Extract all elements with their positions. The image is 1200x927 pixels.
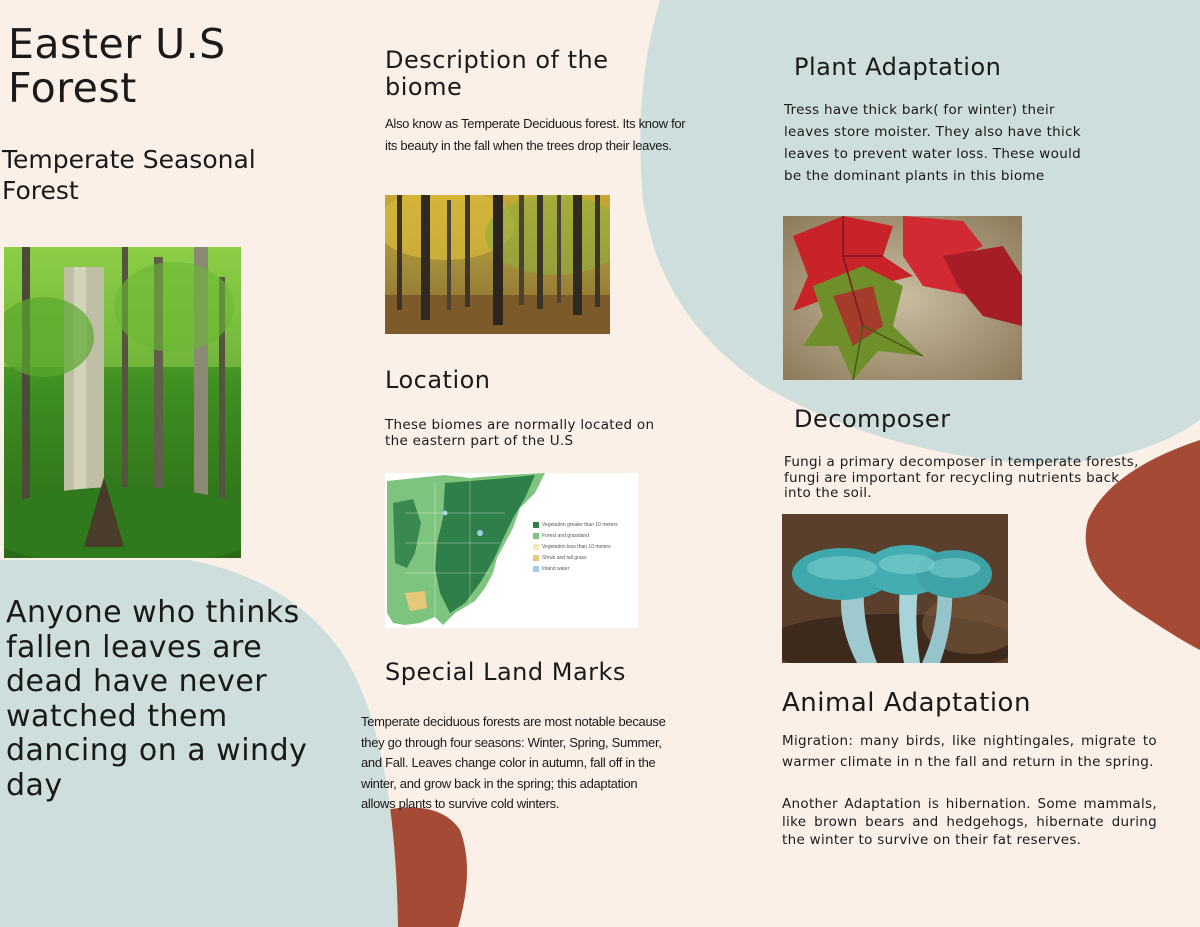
map-legend: [533, 519, 637, 574]
legend-label: Shrub and tall grass: [542, 554, 587, 561]
legend-swatch: [533, 533, 539, 539]
legend-label: Inland water: [542, 565, 570, 572]
description-text: Also know as Temperate Deciduous forest. Its know for its beauty in the fall when the trees drop their leaves.: [385, 116, 686, 153]
forest-photo: [4, 247, 241, 558]
map-legend-item: [533, 530, 637, 541]
legend-swatch: [533, 566, 539, 572]
location-text: These biomes are normally located on the eastern part of the U.S: [385, 417, 655, 449]
brochure-title: Easter U.S Forest: [8, 20, 226, 112]
plant-text: Tress have thick bark( for winter) their leaves store moister. They also have thick leaves to prevent water loss. These would be the dominant plants in this biome: [784, 102, 1081, 184]
decomposer-heading: Decomposer: [794, 405, 951, 433]
map-legend-item: [533, 563, 637, 574]
decomposer-text: Fungi a primary decomposer in temperate forests, fungi are important for recycling nutrients back into the soil.: [784, 454, 1139, 501]
legend-label: Vegetation greater than 10 meters: [542, 521, 618, 528]
legend-label: Forest and grassland: [542, 532, 589, 539]
landmarks-heading: Special Land Marks: [385, 658, 626, 686]
animal-heading: Animal Adaptation: [782, 688, 1031, 718]
maple-leaves-photo: [783, 216, 1022, 380]
brochure-quote: Anyone who thinks fallen leaves are dead have never watched them dancing on a windy day: [6, 595, 308, 803]
animal-hibernation-text: Another Adaptation is hibernation. Some mammals, like brown bears and hedgehogs, hibernate during the winter to survive on their fat reserves.: [782, 796, 1157, 848]
map-legend-item: [533, 541, 637, 552]
legend-swatch: [533, 555, 539, 561]
animal-migration-text: Migration: many birds, like nightingales, migrate to warmer climate in n the fall and return in the spring.: [782, 733, 1157, 770]
autumn-forest-photo: [385, 195, 610, 334]
map-legend-item: [533, 519, 637, 530]
map-legend-item: [533, 552, 637, 563]
legend-label: Vegetation less than 10 meters: [542, 543, 611, 550]
eastern-us-vegetation-map: [385, 473, 638, 628]
landmarks-text: Temperate deciduous forests are most notable because they go through four seasons: Winter, Spring, Summer, and Fall. Leaves change color in autumn, fall off in the winter, and grow back in the spring; this adaptation allows plants to survive cold winters.: [361, 714, 666, 811]
location-heading: Location: [385, 366, 491, 394]
fungi-photo: [782, 514, 1008, 663]
plant-heading: Plant Adaptation: [794, 53, 1002, 81]
description-heading: Description of the biome: [385, 46, 609, 101]
brochure-subtitle: Temperate Seasonal Forest: [2, 145, 256, 205]
legend-swatch: [533, 522, 539, 528]
legend-swatch: [533, 544, 539, 550]
